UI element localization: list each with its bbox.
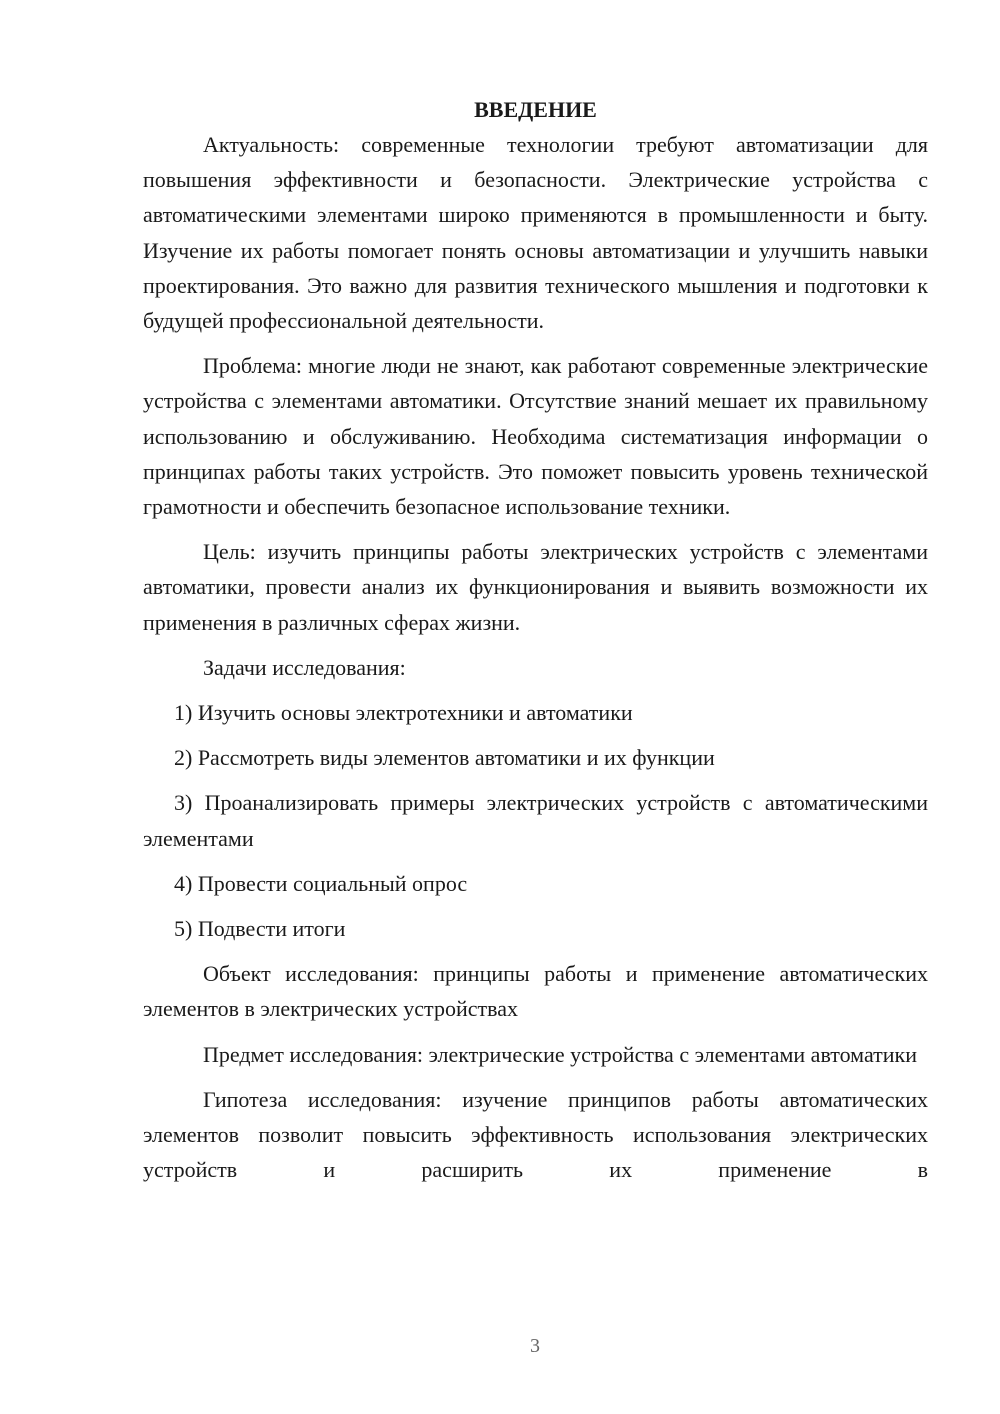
page-number: 3 [530,1335,540,1357]
relevance-paragraph: Актуальность: современные технологии требуют автоматизации для повышения эффективности и безопасности. Электрические устройства с автоматическими элементами широко применяются в промышленности и быту. Изучение их работы помогает понять основы автоматизации и улучшить навыки проектирования. Это важно для развития технического мышления и подготовки к будущей профессиональной деятельности. [143,132,928,334]
object-paragraph: Объект исследования: принципы работы и применение автоматических элементов в электрических устройствах [143,961,928,1022]
list-item-task-1: 1) Изучить основы электротехники и автоматики [174,700,633,726]
section-title: ВВЕДЕНИЕ [474,97,597,122]
list-item-task-2: 2) Рассмотреть виды элементов автоматики и их функции [174,745,715,771]
goal-paragraph: Цель: изучить принципы работы электрических устройств с элементами автоматики, провести анализ их функционирования и выявить возможности их применения в различных сферах жизни. [143,539,928,635]
document-page [143,92,928,1187]
list-item-task-5: 5) Подвести итоги [174,916,346,942]
list-item-task-3: 3) Проанализировать примеры электрических устройств с автоматическими элементами [143,790,928,851]
hypothesis-paragraph: Гипотеза исследования: изучение принципов работы автоматических элементов позволит повысить эффективность использования электрических устройств и расширить их применение в [143,1086,928,1183]
subject-paragraph: Предмет исследования: электрические устройства с элементами автоматики [203,1041,918,1067]
list-item-task-4: 4) Провести социальный опрос [174,870,468,896]
tasks-heading: Задачи исследования: [203,654,406,680]
problem-paragraph: Проблема: многие люди не знают, как работают современные электрические устройства с элементами автоматики. Отсутствие знаний мешает их правильному использованию и обслуживанию. Необходима систематизация информации о принципах работы таких устройств. Это поможет повысить уровень технической грамотности и обеспечить безопасное использование техники. [143,353,928,520]
